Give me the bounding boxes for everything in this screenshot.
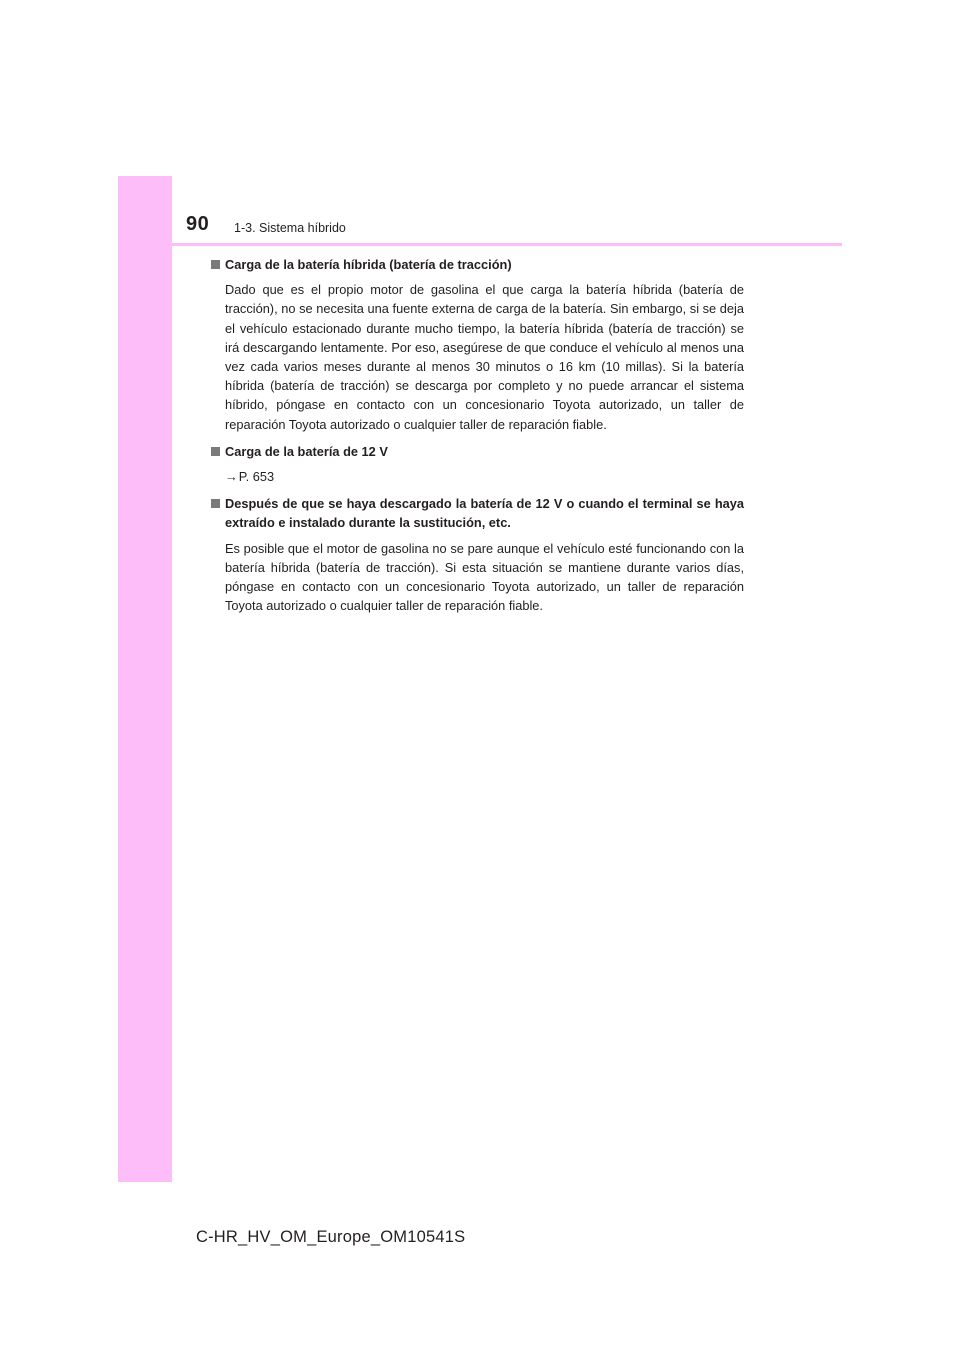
square-bullet-icon: [211, 499, 220, 508]
section-heading: [210, 255, 744, 274]
section-body: Dado que es el propio motor de gasolina el que carga la batería híbrida (batería de tracción), no se necesita una fuente externa de carga de la batería. Sin embargo, si se deja el vehículo estacionado durante mucho tiempo, la batería híbrida (batería de tracción) se irá descargando lentamente. Por eso, asegúrese de que conduce el vehículo al menos una vez cada varios meses durante al menos 30 minutos o 16 km (10 millas). Si la batería híbrida (batería de tracción) se descarga por completo y no puede arrancar el sistema híbrido, póngase en contacto con un concesionario Toyota autorizado, un taller de reparación Toyota autorizado o cualquier taller de reparación fiable.: [225, 282, 744, 432]
sidebar-tab: [118, 176, 172, 1182]
footer-document-id: C-HR_HV_OM_Europe_OM10541S: [196, 1228, 466, 1246]
section-battery-charging: [210, 255, 744, 434]
section-heading-text: Carga de la batería de 12 V: [225, 443, 388, 459]
header-divider: [118, 243, 842, 246]
square-bullet-icon: [211, 447, 220, 456]
section-body: Es posible que el motor de gasolina no se pare aunque el vehículo esté funcionando con la batería híbrida (batería de tracción). Si esta situación se mantiene durante varios días, póngase en contacto con un concesionario Toyota autorizado, un taller de reparación Toyota autorizado o cualquier taller de reparación fiable.: [225, 540, 744, 614]
main-content: [210, 255, 744, 615]
section-heading-text: Carga de la batería híbrida (batería de tracción): [225, 257, 512, 272]
page-reference[interactable]: [225, 467, 744, 486]
section-heading-text: Después de que se haya descargado la batería de 12 V o cuando el terminal se haya extraído e instalado durante la sustitución, etc.: [225, 496, 744, 531]
section-heading: [210, 494, 744, 532]
section-12v-battery: [210, 442, 744, 486]
section-heading: [210, 442, 744, 461]
arrow-right-icon: →: [225, 469, 238, 485]
section-after-discharge: [210, 494, 744, 615]
page-reference-text[interactable]: P. 653: [238, 469, 275, 485]
page-number: 90: [186, 213, 210, 235]
square-bullet-icon: [211, 260, 220, 269]
section-title: 1-3. Sistema híbrido: [234, 221, 346, 235]
